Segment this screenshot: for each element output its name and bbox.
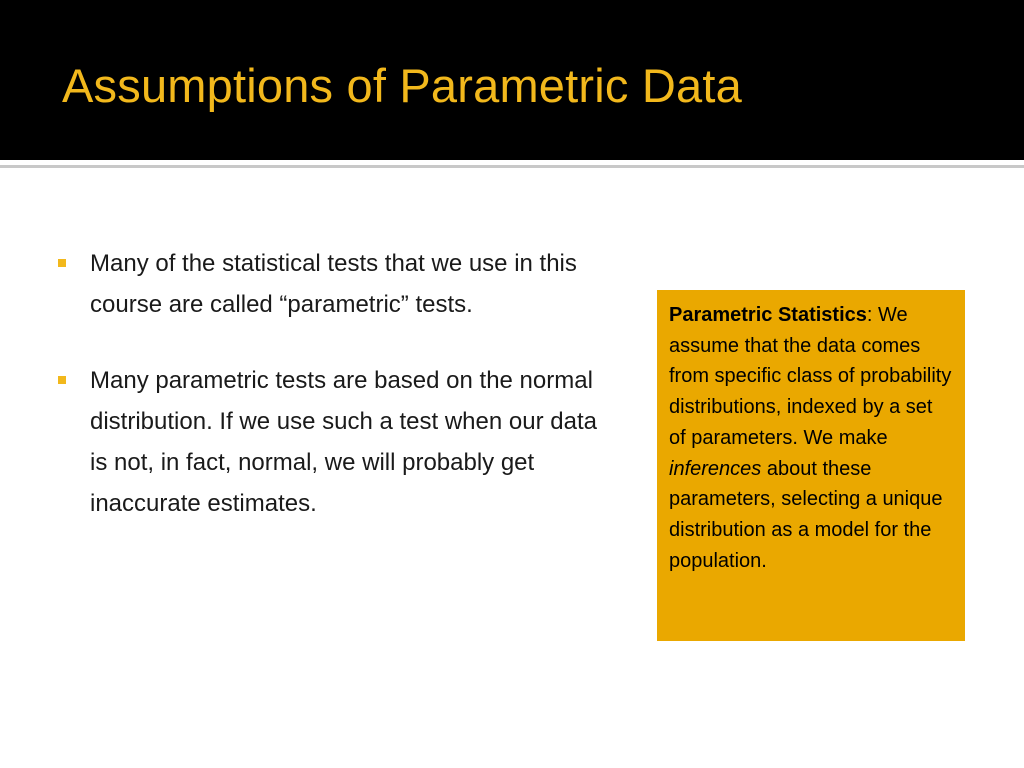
definition-term: Parametric Statistics — [669, 304, 867, 326]
bullet-text: Many of the statistical tests that we use in this course are called “parametric” tests. — [90, 250, 577, 318]
bullet-item — [55, 360, 610, 524]
bullet-item — [55, 243, 610, 325]
bullet-list — [55, 243, 610, 559]
slide-title: Assumptions of Parametric Data — [62, 59, 742, 112]
bullet-text: Many parametric tests are based on the normal distribution. If we use such a test when our data is not, in fact, normal, we will probably get inaccurate estimates. — [90, 367, 597, 517]
square-bullet-icon — [58, 376, 66, 384]
definition-text-after: about these parameters, selecting a unique distribution as a model for the population. — [669, 457, 943, 572]
square-bullet-icon — [58, 259, 66, 267]
definition-paragraph — [669, 300, 953, 576]
definition-text-before: We assume that the data comes from specific class of probability distributions, indexed by a set of parameters. We make — [669, 304, 952, 449]
title-divider-gray — [0, 165, 1024, 168]
definition-box — [657, 290, 965, 641]
definition-emphasis: inferences — [669, 457, 762, 480]
title-bar — [0, 0, 1024, 160]
definition-colon: : — [866, 304, 873, 326]
